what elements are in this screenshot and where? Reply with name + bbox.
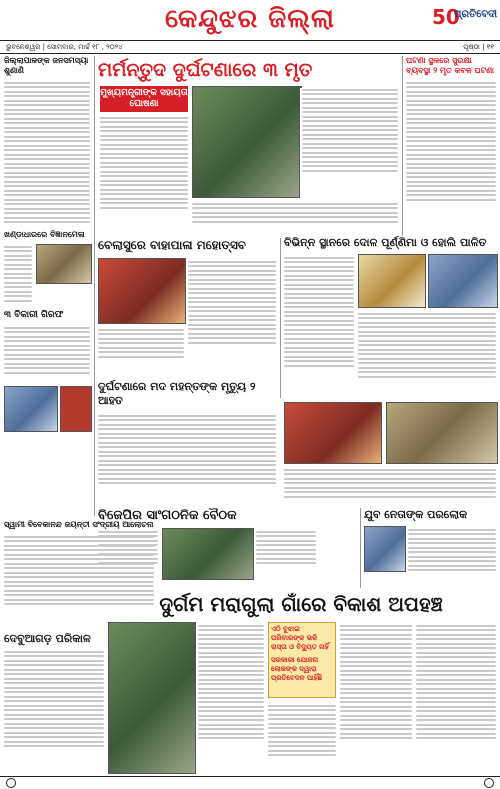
inset-text-2: ସରକାରୀ ଯୋଜନା ଲୋକଙ୍କ ଦ୍ୱାରା ପ୍ରତିବେଦନ ପାହିଁଛି [271,656,323,682]
date-bar [0,40,500,54]
registration-mark-icon [484,778,494,788]
article-left-3 [4,310,90,384]
article-photo [364,526,406,572]
footer-bar [0,776,500,789]
article-photo [428,254,498,308]
article-photo [98,258,186,324]
article-body [408,526,496,588]
headline: ଯୁବ ନେତାଙ୍କ ପରଲୋକ [364,508,468,521]
newspaper-logo [432,5,496,33]
lead-body-col3 [302,86,398,196]
article-mid-2 [284,236,496,250]
logo-name: ପ୍ରତିବେଦୀ [454,9,498,20]
logo-number: 50 [432,5,460,29]
column-divider [402,56,403,236]
headline: ଖଣ୍ଡାଧାରରେ ବିଜ୍ଞାନମେଳା [4,230,85,239]
bottom-body [268,702,336,772]
bottom-body [340,622,412,772]
page-number: ପୃଷ୍ଠା | ୧୧ [463,43,494,51]
article-right-4 [364,508,496,522]
article-body [4,324,90,384]
article-photo [60,386,92,432]
article-photo [4,386,58,432]
article-body [98,326,184,368]
article-body [4,648,104,772]
headline: ସ୍ୱାମୀ ବିବେକାନନ୍ଦ ଜୟନ୍ତୀ ସଂଦ୍ରୀୟ ଆଲୋଚନା [4,520,154,529]
article-mid-4 [98,508,316,524]
article-photo [386,402,498,464]
article-body [98,528,158,578]
headline: ବେଲାସୁରେ ବାହାପାଳା ମହୋତ୍ସବ [98,238,246,252]
article-mid-3 [98,380,276,504]
column-divider [94,56,95,516]
article-left-top [4,56,90,239]
masthead [0,0,500,38]
article-body [256,528,316,578]
article-body [98,412,276,504]
headline: ବିଜେପିର ସାଂଗଠନିକ ବୈଠକ [98,508,237,523]
article-left-5 [4,632,104,772]
column-divider [360,508,361,588]
bottom-body [416,622,496,772]
headline: ୩ ବିକାରୀ ଗିରଫ [4,310,64,320]
headline: ଘଟଣା ସ୍ଥଳରେ ସୁରକ୍ଷା ବ୍ୟବସ୍ଥା ୨ ମୃତ କବଳ ଘଟଣା [406,56,495,75]
inset-text-1: ଏଠି ବୁଝାଇ ପରିବାରଙ୍କ ଭଳି ରାସ୍ତା ଓ ବିଦ୍ୟୁତ ନାହିଁ [271,625,329,651]
bottom-inset-box [268,622,336,698]
column-divider [280,238,281,398]
article-mid-1 [98,238,276,253]
article-body [284,466,496,506]
article-body [4,79,90,239]
article-right-top [406,56,496,229]
article-body [188,258,276,368]
headline: ଦେବୁଆଗଡ଼ ପରିକାଳ [4,632,91,645]
lead-body-col1 [100,114,188,232]
article-body [358,310,496,396]
article-body [284,254,354,396]
lead-photo-1 [192,86,300,198]
article-photo [358,254,426,308]
article-photo [284,402,382,464]
registration-mark-icon [6,778,16,788]
lead-inset-box: ମୁଖ୍ୟମନ୍ତ୍ରୀଙ୍କ ସହାୟତା ଘୋଷଣା [100,86,188,112]
bottom-body [198,622,264,772]
dateline: ଭୁବନେଶ୍ୱର | ସୋମବାର, ମାର୍ଚ୍ଚ ୧୮ , ୨୦୨୪ [6,43,123,51]
page-title: କେନ୍ଦୁଝର ଜିଲ୍ଲା [165,4,335,34]
article-body [406,79,496,229]
headline: ଦୁର୍ଘଟଣାରେ ମଦ ମହନ୍ତଙ୍କ ମୃତ୍ୟୁ ୨ ଆହତ [98,380,256,407]
lead-headline: ମର୍ମନ୍ତୁଦ ଦୁର୍ଘଟଣାରେ ୩ ମୃତ [98,59,313,81]
bottom-lead-headline: ଦୁର୍ଗମ ମରାଗୁଲା ଗାଁରେ ବିକାଶ ଅପହଞ୍ଚ [159,592,443,616]
headline: ଜିଲ୍ଲାପାଳ‌ଙ୍କ ଜନସମସ୍ୟା ଶୁଣାଣି [4,56,89,75]
lead-body-col2 [192,200,398,230]
article-photo [36,244,92,284]
bottom-photo [108,622,196,774]
article-body [4,243,32,311]
headline: ବିଭିନ୍ନ ସ୍ଥାନରେ ଦୋଳ ପୂର୍ଣ୍ଣିମା ଓ ହୋଲି ପାଳିତ [284,236,487,249]
article-left-2 [4,230,90,311]
article-photo [162,528,254,580]
